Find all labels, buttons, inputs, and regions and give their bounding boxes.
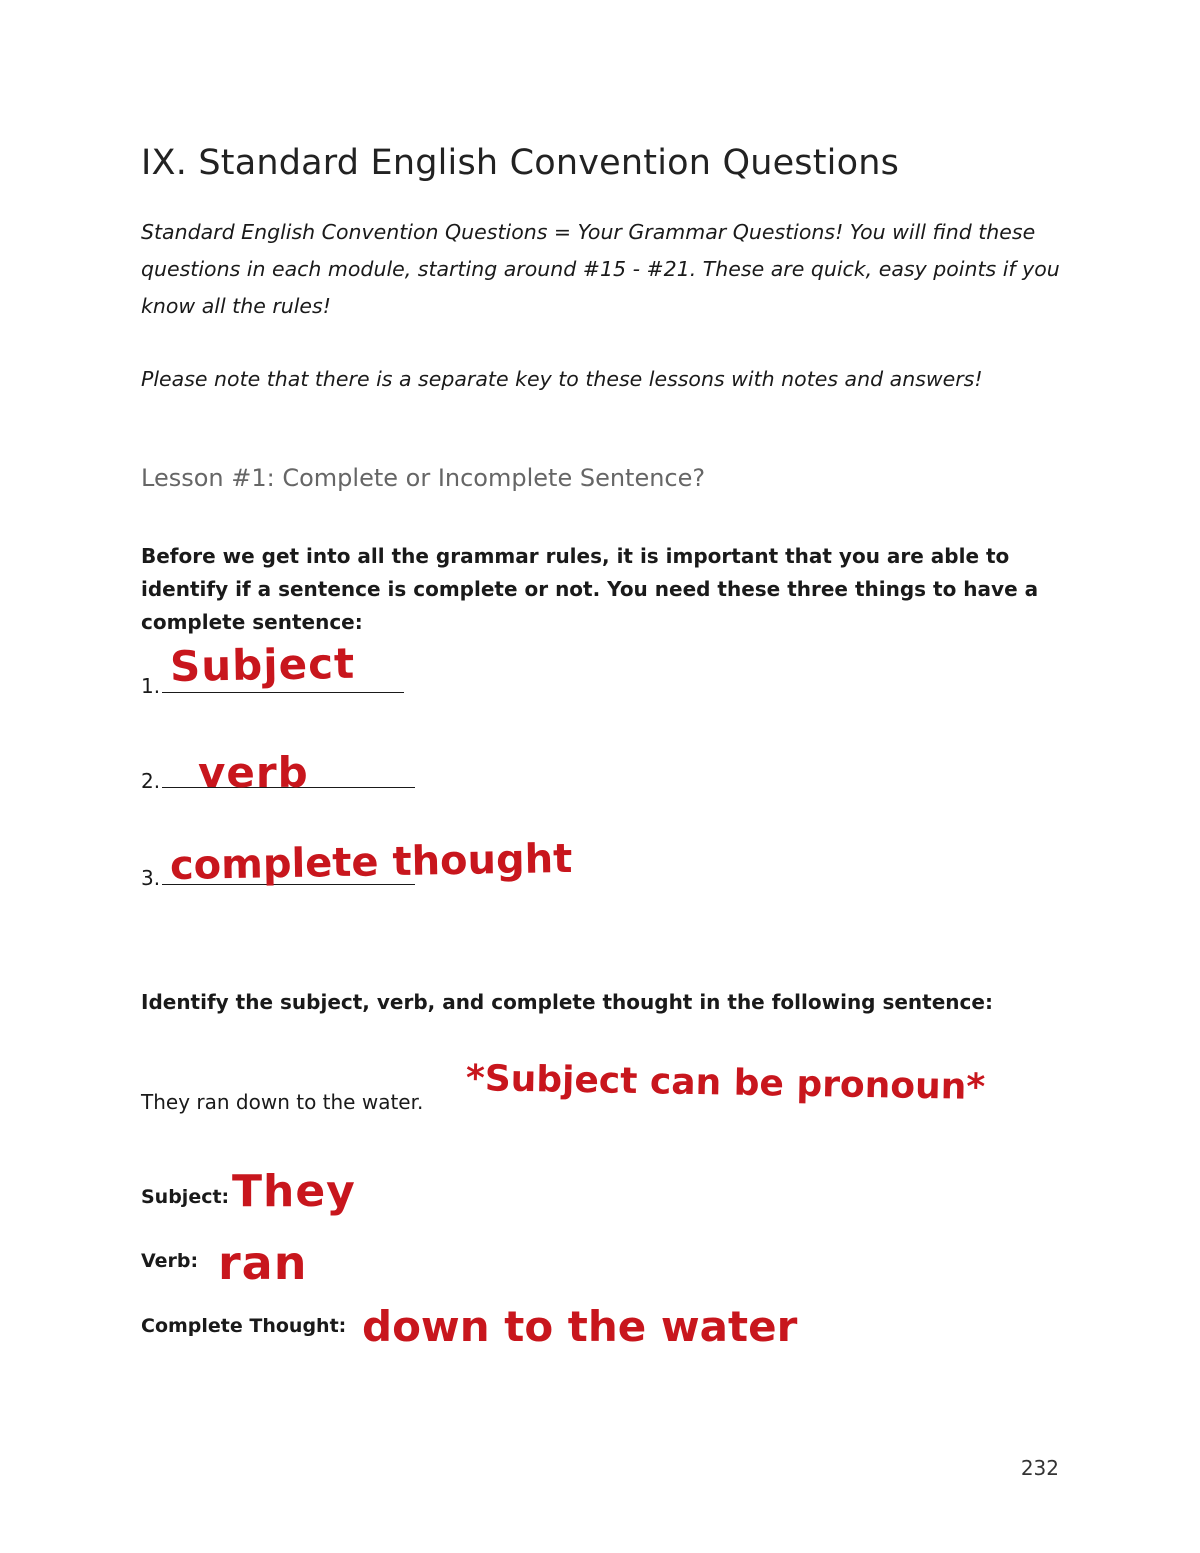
answer-blank — [162, 692, 404, 693]
verb-label: Verb: — [141, 1250, 199, 1272]
complete-thought-label: Complete Thought: — [141, 1315, 347, 1337]
item-number: 1. — [141, 674, 161, 698]
item-number: 2. — [141, 769, 161, 793]
example-sentence: They ran down to the water. — [141, 1090, 424, 1114]
lesson-body: Before we get into all the grammar rules, it is important that you are able to identify if a sentence is complete or not. You need these three things to have a complete sentence: — [141, 544, 1039, 634]
item-number: 3. — [141, 866, 161, 890]
handwritten-answer-3: complete thought — [169, 835, 573, 889]
handwritten-annotation: *Subject can be pronoun* — [465, 1058, 986, 1109]
handwritten-answer-1: Subject — [169, 638, 356, 691]
handwritten-subject: They — [232, 1166, 356, 1217]
exercise-prompt: Identify the subject, verb, and complete thought in the following sentence: — [141, 990, 993, 1014]
lesson-title: Lesson #1: Complete or Incomplete Sentence? — [141, 464, 706, 492]
handwritten-complete-thought: down to the water — [362, 1302, 798, 1351]
handwritten-verb: ran — [218, 1236, 308, 1290]
note-text: Please note that there is a separate key to these lessons with notes and answers! — [141, 367, 983, 391]
intro-text: Standard English Convention Questions = Your Grammar Questions! You will find these questions in each module, starting around #15 - #21. These are quick, easy points if you know all the rules! — [141, 220, 1060, 318]
page-number: 232 — [1020, 1456, 1059, 1480]
intro-paragraph — [141, 214, 1076, 325]
section-title: IX. Standard English Convention Questions — [141, 143, 900, 183]
subject-label: Subject: — [141, 1186, 230, 1208]
handwritten-answer-2: verb — [198, 748, 309, 797]
